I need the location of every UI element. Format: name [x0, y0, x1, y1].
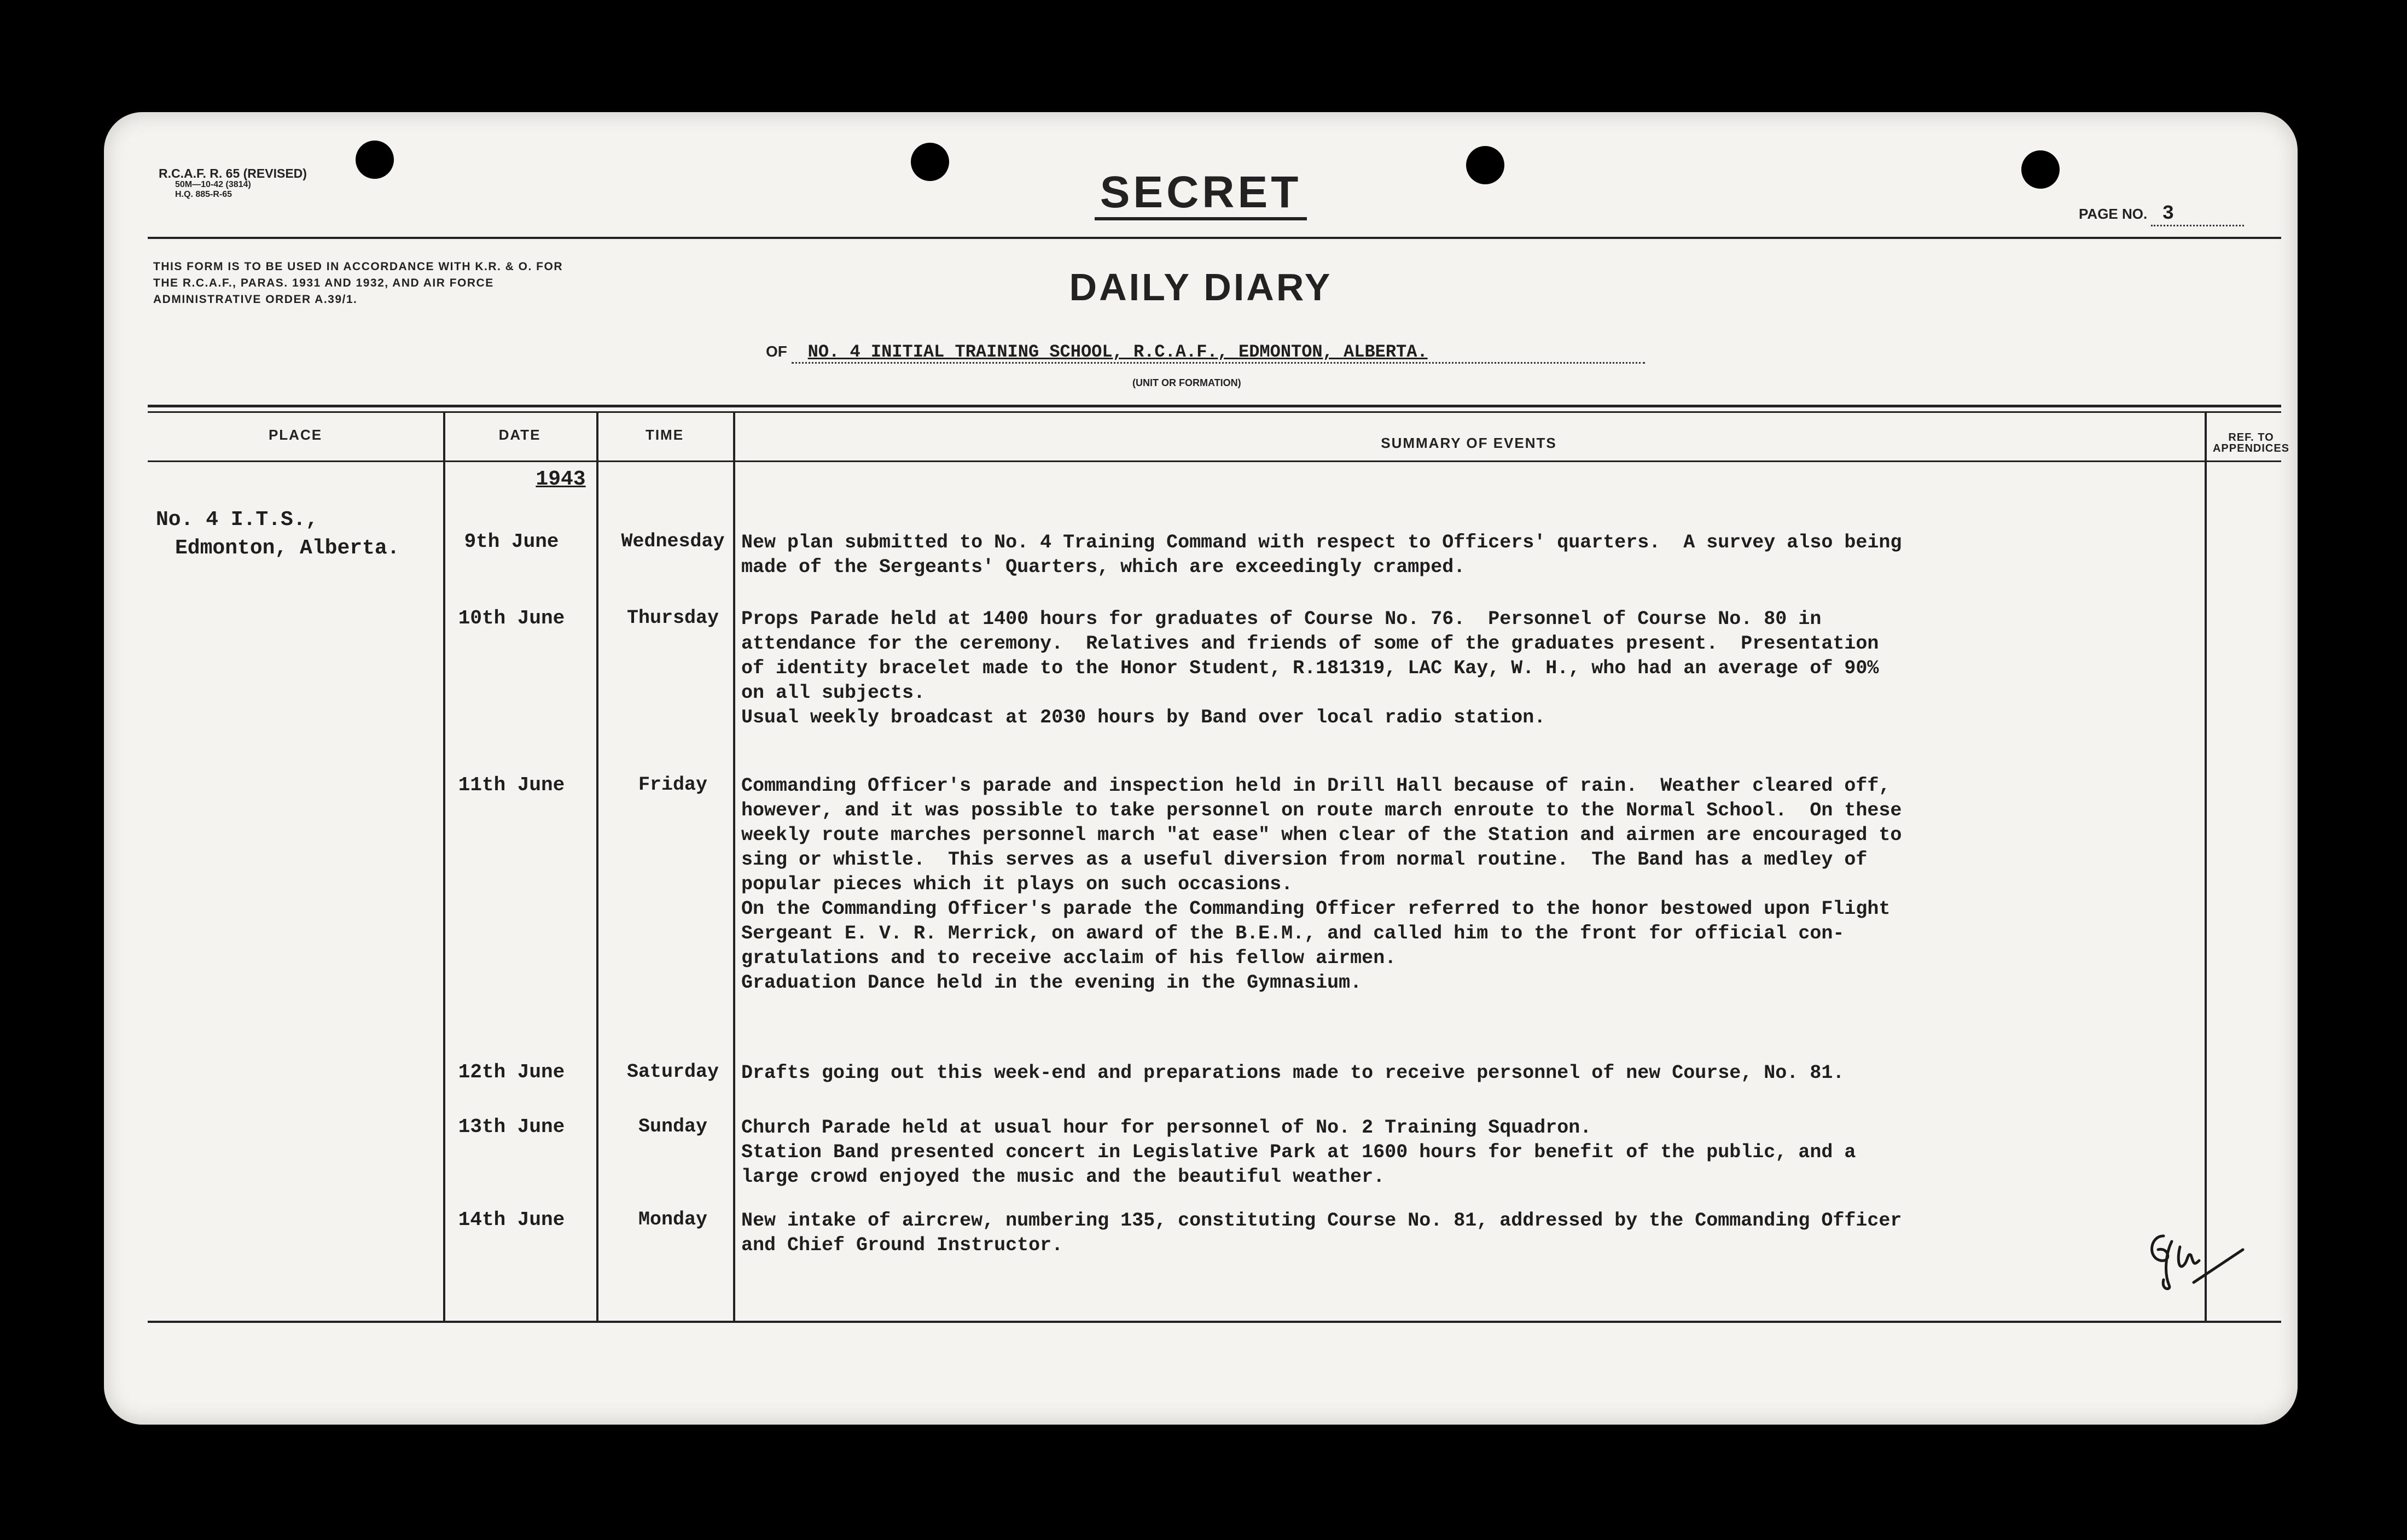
- entry-day: Friday: [638, 774, 708, 796]
- summary-line: Commanding Officer's parade and inspection held in Drill Hall because of rain. Weather cleared off,: [741, 775, 1891, 797]
- summary-line: Sergeant E. V. R. Merrick, on award of the B.E.M., and called him to the front for official con-: [741, 923, 1845, 944]
- entry-date: 13th June: [458, 1116, 565, 1138]
- summary-line: Graduation Dance held in the evening in the Gymnasium.: [741, 972, 1362, 994]
- entry-date: 11th June: [458, 774, 565, 796]
- page-number-field: [2079, 202, 2244, 226]
- entry-summary: [741, 607, 2196, 730]
- page-number-value: 3: [2151, 202, 2244, 226]
- summary-line: gratulations and to receive acclaim of his fellow airmen.: [741, 947, 1397, 969]
- form-print-code: 50M—10-42 (3814): [175, 180, 251, 189]
- table-bottom-rule: [148, 1321, 2281, 1323]
- entry-day: Saturday: [626, 1061, 719, 1083]
- page-number-label: PAGE NO.: [2079, 206, 2148, 222]
- summary-line: Props Parade held at 1400 hours for graduates of Course No. 76. Personnel of Course No. 80 in: [741, 608, 1822, 630]
- table-top-rule: [148, 411, 2281, 413]
- entry-summary: [741, 1061, 2196, 1086]
- table-top-rule: [148, 405, 2281, 407]
- summary-line: large crowd enjoyed the music and the beautiful weather.: [741, 1166, 1385, 1188]
- unit-caption: (UNIT OR FORMATION): [1132, 377, 1241, 388]
- column-header-place: PLACE: [268, 427, 323, 443]
- place-line: Edmonton, Alberta.: [175, 536, 400, 560]
- summary-line: and Chief Ground Instructor.: [741, 1234, 1063, 1256]
- unit-of-label: OF: [766, 343, 787, 360]
- form-hq-code: H.Q. 885-R-65: [175, 190, 232, 199]
- unit-value: NO. 4 INITIAL TRAINING SCHOOL, R.C.A.F., EDMONTON, ALBERTA.: [792, 342, 1645, 364]
- entry-summary: [741, 1116, 2196, 1189]
- place-line: No. 4 I.T.S.,: [156, 508, 318, 532]
- entry-summary: [741, 530, 2196, 580]
- column-header-date: DATE: [498, 427, 541, 443]
- summary-line: On the Commanding Officer's parade the Commanding Officer referred to the honor bestowed upon Flight: [741, 898, 1891, 920]
- handwritten-initials: [2139, 1220, 2248, 1296]
- entry-day: Sunday: [638, 1116, 708, 1138]
- entry-date: 12th June: [458, 1061, 565, 1083]
- diary-page: [104, 112, 2298, 1425]
- summary-line: sing or whistle. This serves as a useful diversion from normal routine. The Band has a medley of: [741, 849, 1868, 871]
- column-divider: [2205, 413, 2207, 1321]
- summary-line: New intake of aircrew, numbering 135, constituting Course No. 81, addressed by the Commanding Officer: [741, 1210, 1902, 1232]
- unit-field: [766, 342, 1645, 364]
- summary-line: of identity bracelet made to the Honor Student, R.181319, LAC Kay, W. H., who had an average of 90%: [741, 657, 1879, 679]
- entry-summary: [741, 774, 2196, 995]
- classification-heading: [104, 167, 2298, 218]
- column-header-rule: [148, 460, 2281, 462]
- document-title: DAILY DIARY: [1069, 266, 1333, 308]
- secret-label: SECRET: [1095, 167, 1307, 220]
- entry-day: Monday: [638, 1209, 708, 1230]
- summary-line: Usual weekly broadcast at 2030 hours by Band over local radio station.: [741, 707, 1546, 728]
- entry-date: 9th June: [464, 530, 559, 553]
- entry-day: Wednesday: [621, 530, 725, 552]
- column-header-ref: REF. TO APPENDICES: [2212, 431, 2290, 454]
- summary-line: weekly route marches personnel march "at ease" when clear of the Station and airmen are encouraged to: [741, 824, 1902, 846]
- year-label: 1943: [536, 468, 586, 491]
- form-number: R.C.A.F. R. 65 (REVISED): [159, 166, 307, 180]
- column-header-summary: SUMMARY OF EVENTS: [1381, 435, 1557, 451]
- column-header-time: TIME: [645, 427, 684, 443]
- summary-line: Church Parade held at usual hour for personnel of No. 2 Training Squadron.: [741, 1117, 1592, 1139]
- summary-line: made of the Sergeants' Quarters, which are exceedingly cramped.: [741, 556, 1466, 578]
- summary-line: Drafts going out this week-end and preparations made to receive personnel of new Course, No. 81.: [741, 1062, 1845, 1084]
- summary-line: however, and it was possible to take personnel on route march enroute to the Normal School. On these: [741, 800, 1902, 821]
- header-rule: [148, 237, 2281, 239]
- form-instructions: THIS FORM IS TO BE USED IN ACCORDANCE WITH K.R. & O. FOR THE R.C.A.F., PARAS. 1931 AND 1932, AND AIR FORCE ADMINISTRATIVE ORDER A.39/1.: [153, 260, 563, 306]
- summary-line: on all subjects.: [741, 682, 926, 704]
- summary-line: popular pieces which it plays on such occasions.: [741, 873, 1293, 895]
- entry-day: Thursday: [626, 607, 719, 629]
- entry-date: 14th June: [458, 1209, 565, 1231]
- entry-summary: [741, 1209, 2196, 1258]
- summary-line: New plan submitted to No. 4 Training Command with respect to Officers' quarters. A survey also being: [741, 532, 1902, 553]
- summary-line: Station Band presented concert in Legislative Park at 1600 hours for benefit of the public, and a: [741, 1141, 1856, 1163]
- summary-line: attendance for the ceremony. Relatives and friends of some of the graduates present. Presentation: [741, 633, 1879, 655]
- entry-date: 10th June: [458, 607, 565, 629]
